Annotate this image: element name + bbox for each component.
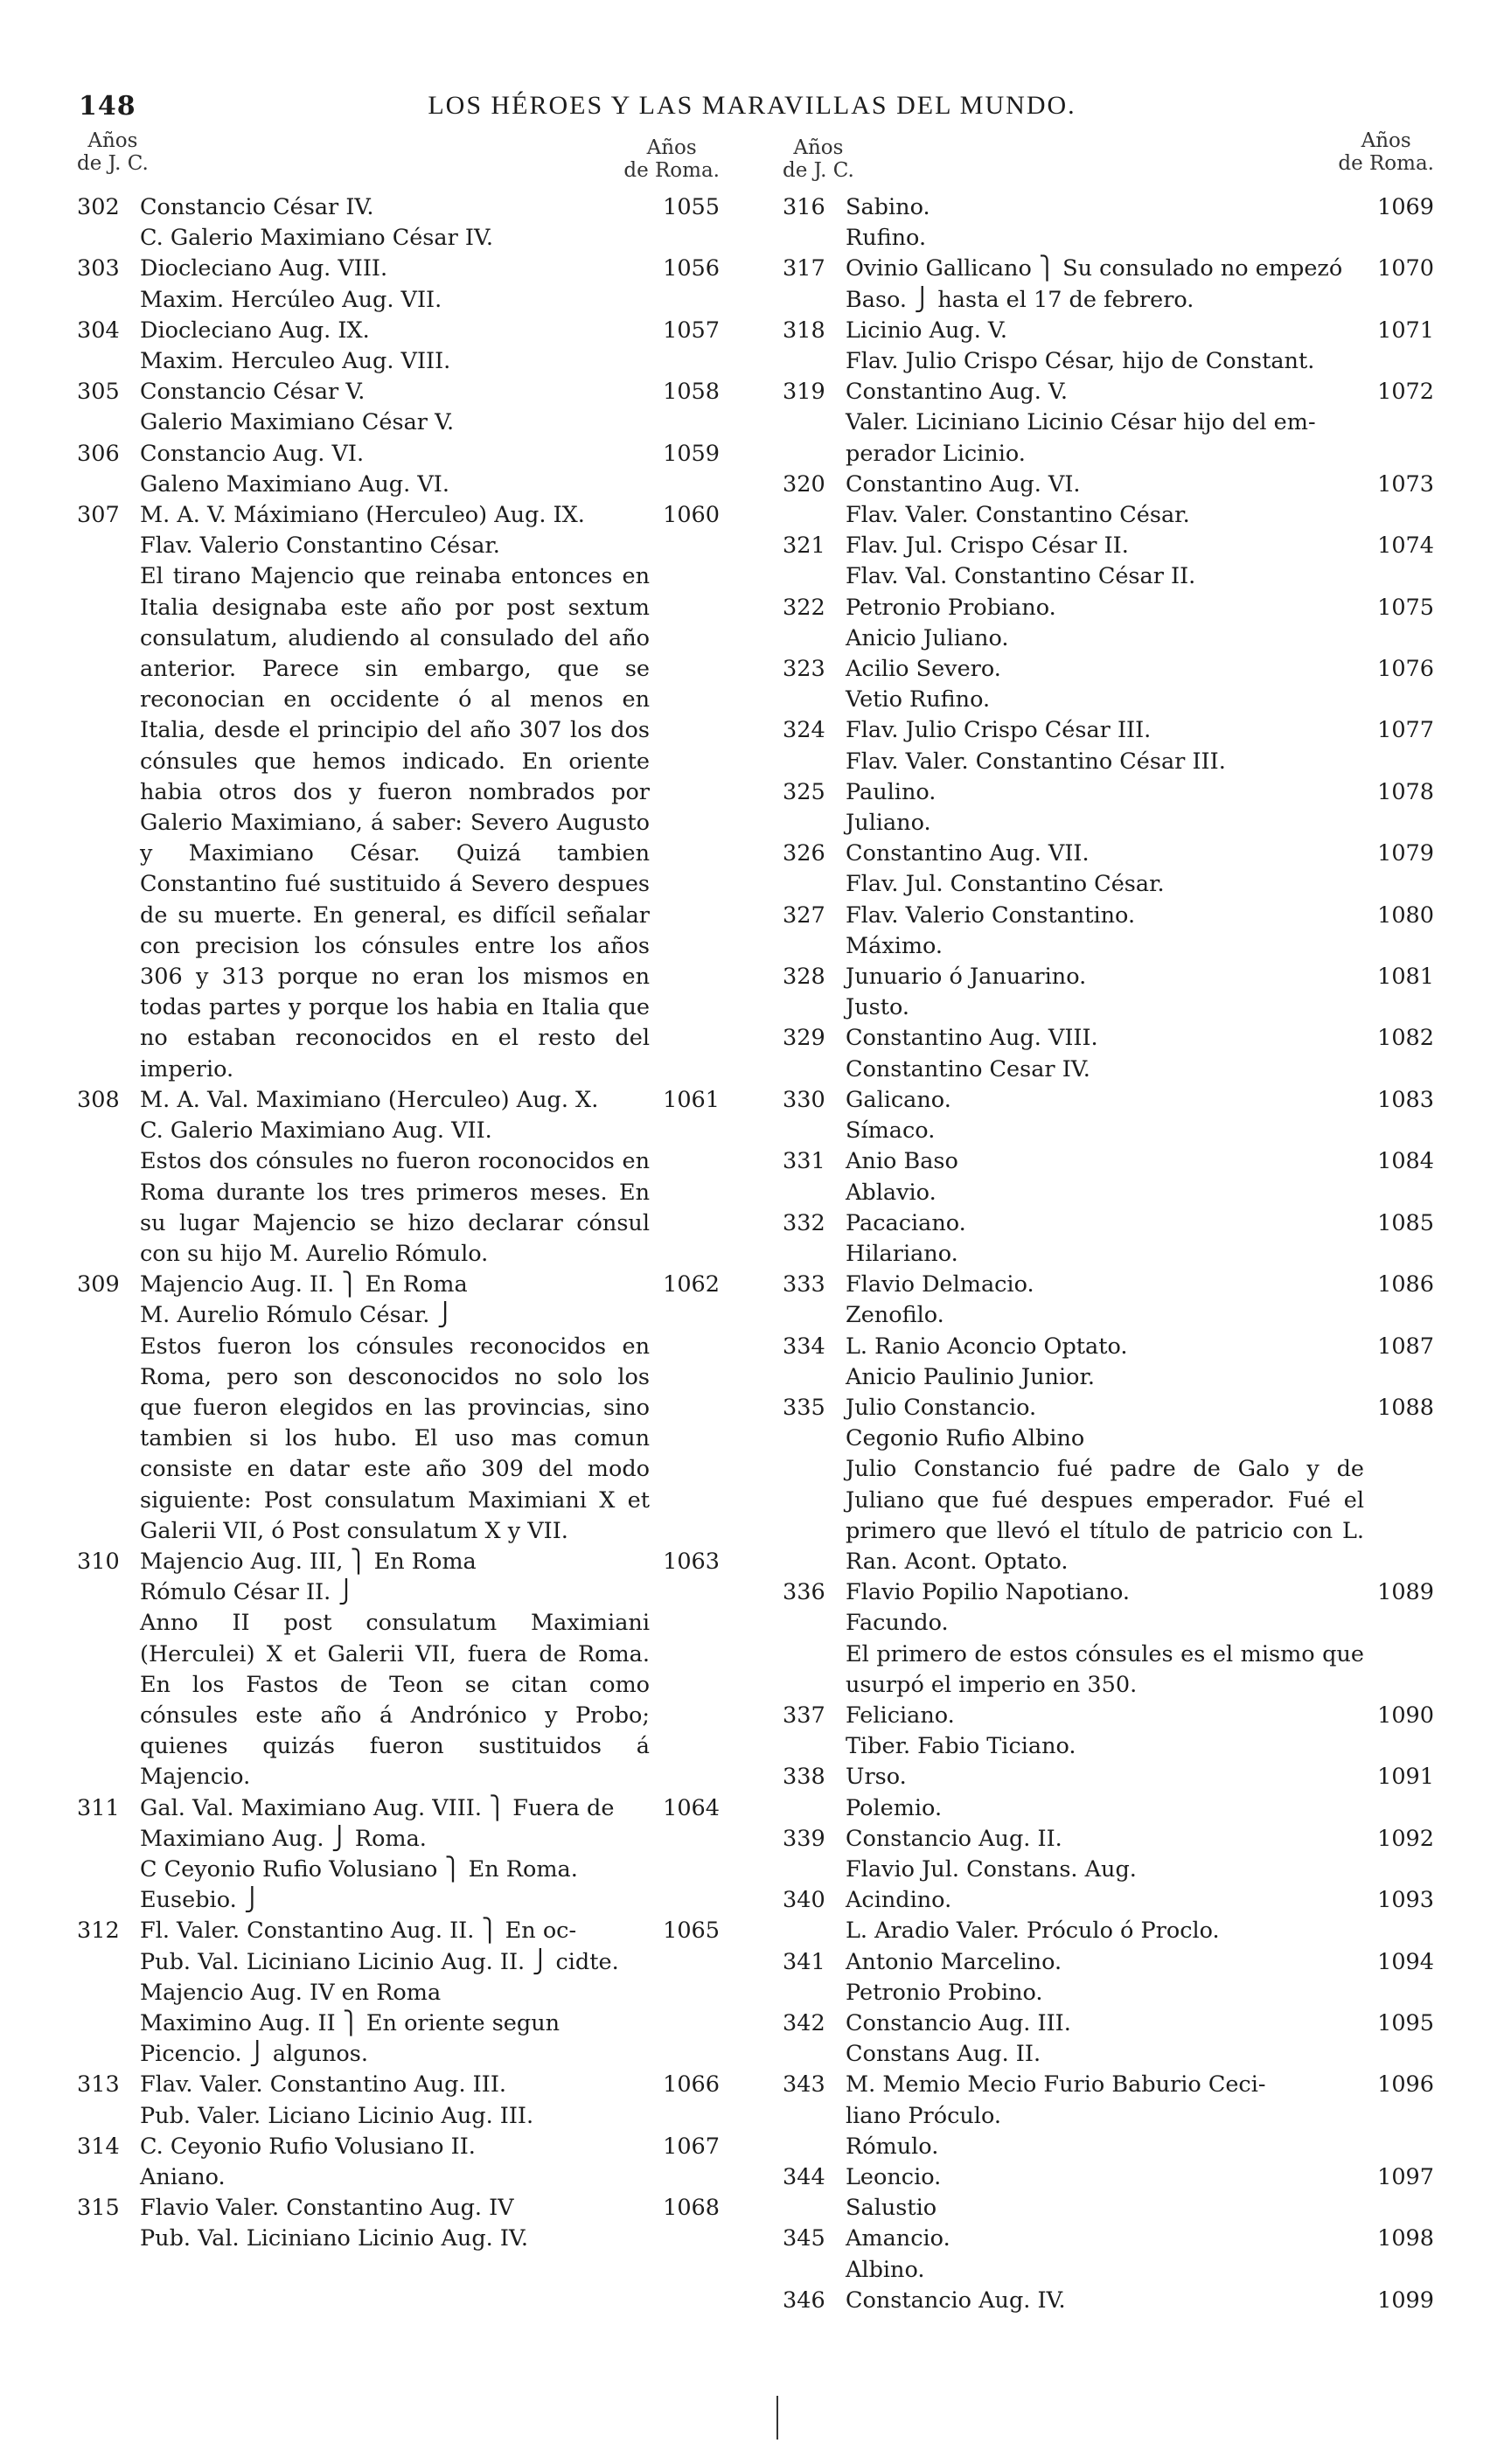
consul-name: Zenofilo.: [846, 1302, 944, 1329]
consul-name: Flav. Julio Crispo César, hijo de Constant.: [846, 348, 1315, 375]
consul-entry: [783, 1270, 1434, 1331]
consul-name: Majencio Aug. IV en Roma: [140, 1979, 442, 2006]
consul-name: Flav. Julio Crispo César III.: [846, 717, 1152, 744]
consul-name: Constancio Aug. VI.: [140, 440, 365, 467]
consul-entry: [783, 1085, 1434, 1146]
consul-name: Constantino Aug. V.: [846, 379, 1068, 406]
consul-name: Justo.: [846, 994, 909, 1021]
year-roma: 1096: [1377, 2071, 1434, 2099]
consul-name: L. Aradio Valer. Próculo ó Proclo.: [846, 1918, 1220, 1945]
consul-name: M. A. Val. Maximiano (Herculeo) Aug. X.: [140, 1086, 599, 1113]
year-jc: 321: [783, 532, 825, 560]
consul-name: Maximino Aug. II ⎫ En oriente segun: [140, 2009, 561, 2036]
year-roma: 1069: [1377, 194, 1434, 220]
consul-entry: [783, 1332, 1434, 1393]
consul-name: Pub. Val. Liciniano Licinio Aug. II. ⎭ cidte.: [140, 1948, 619, 1975]
consul-name: Vetio Rufino.: [846, 686, 991, 713]
consul-entry: [783, 470, 1434, 531]
year-jc: 306: [77, 440, 120, 467]
year-roma: 1099: [1377, 2287, 1434, 2314]
year-roma: 1055: [663, 194, 720, 220]
year-jc: 323: [783, 656, 825, 683]
year-jc: 313: [77, 2071, 120, 2099]
year-jc: 310: [77, 1548, 120, 1575]
consul-name: Fl. Valer. Constantino Aug. II. ⎫ En oc-: [140, 1918, 577, 1945]
consul-entry: [77, 1270, 720, 1547]
years-roma-label: Años de Roma.: [623, 136, 720, 182]
year-jc: 311: [77, 1794, 120, 1821]
consul-name: Símaco.: [846, 1117, 936, 1145]
right-consul-list: [783, 192, 1434, 2316]
year-roma: 1070: [1377, 255, 1434, 282]
consul-entry: [783, 2162, 1434, 2224]
consul-entry: [783, 777, 1434, 839]
consul-name: Majencio Aug. III, ⎫ En Roma: [140, 1548, 477, 1575]
consul-name: Flav. Valer. Constantino César.: [846, 502, 1190, 529]
year-jc: 305: [77, 379, 120, 406]
right-column: [783, 129, 1434, 2316]
consul-note: El primero de estos cónsules es el mismo que usurpó el imperio en 350.: [846, 1640, 1364, 1698]
consul-name: Pacaciano.: [846, 1209, 966, 1236]
year-roma: 1077: [1377, 717, 1434, 744]
consul-name: Polemio.: [846, 1794, 943, 1821]
consul-name: Julio Constancio.: [846, 1394, 1037, 1421]
consul-name: C Ceyonio Rufio Volusiano ⎫ En Roma.: [140, 1855, 578, 1883]
consul-name: Maxim. Hercúleo Aug. VII.: [140, 286, 442, 313]
year-jc: 333: [783, 1271, 825, 1298]
left-consul-list: [77, 192, 720, 2255]
consul-name: Pub. Valer. Liciano Licinio Aug. III.: [140, 2102, 534, 2129]
year-jc: 326: [783, 840, 825, 867]
consul-name: Anio Baso: [846, 1148, 958, 1175]
year-jc: 336: [783, 1579, 825, 1606]
year-roma: 1067: [663, 2133, 720, 2160]
consul-entry: [783, 316, 1434, 377]
consul-name: Flav. Valerio Constantino.: [846, 901, 1136, 929]
consul-name: Licinio Aug. V.: [846, 317, 1007, 344]
consul-entry: [783, 901, 1434, 962]
year-roma: 1094: [1377, 1948, 1434, 1975]
year-jc: 340: [783, 1887, 825, 1914]
consul-entry: [783, 2008, 1434, 2070]
year-jc: 344: [783, 2164, 825, 2190]
year-roma: 1068: [663, 2195, 720, 2222]
consul-name: Diocleciano Aug. IX.: [140, 317, 370, 344]
year-roma: 1091: [1377, 1764, 1434, 1791]
consul-entry: [783, 254, 1434, 315]
consul-name: Aniano.: [140, 2164, 226, 2190]
year-jc: 307: [77, 502, 120, 529]
consul-name: Sabino.: [846, 194, 930, 220]
year-jc: 315: [77, 2195, 120, 2222]
consul-name: Galicano.: [846, 1086, 951, 1113]
year-roma: 1057: [663, 317, 720, 344]
consul-entry: [783, 2224, 1434, 2285]
consul-name: Eusebio. ⎭: [140, 1887, 261, 1914]
year-jc: 339: [783, 1825, 825, 1852]
year-jc: 303: [77, 255, 120, 282]
year-roma: 1083: [1377, 1086, 1434, 1113]
year-jc: 334: [783, 1333, 825, 1360]
year-jc: 318: [783, 317, 825, 344]
consul-name: Maxim. Herculeo Aug. VIII.: [140, 348, 451, 375]
year-roma: 1088: [1377, 1394, 1434, 1421]
consul-name: Ovinio Gallicano ⎫ Su consulado no empezó: [846, 255, 1343, 282]
consul-name: Urso.: [846, 1764, 907, 1791]
consul-entry: [783, 531, 1434, 592]
consul-note: Julio Constancio fué padre de Galo y de Juliano que fué despues emperador. Fué el primero que llevó el título de patricio con L. Ran. Acont. Optato.: [846, 1456, 1364, 1575]
year-roma: 1098: [1377, 2225, 1434, 2252]
years-jc-label: Años de J. C.: [77, 129, 149, 175]
year-roma: 1082: [1377, 1025, 1434, 1052]
page-number: 148: [79, 91, 136, 122]
consul-entry: [783, 1393, 1434, 1577]
left-column: [77, 129, 720, 2255]
consul-name: M. Memio Mecio Furio Baburio Ceci-: [846, 2071, 1266, 2099]
year-roma: 1095: [1377, 2009, 1434, 2036]
year-jc: 332: [783, 1209, 825, 1236]
consul-note: Anno II post consulatum Maximiani (Herculei) X et Galerii VII, fuera de Roma. En los Fastos de Teon se citan como cónsules este año á Andrónico y Probo; quienes quizás fueron sustituidos á Majencio.: [140, 1610, 650, 1791]
consul-note: El tirano Majencio que reinaba entonces en Italia designaba este año por post sextum consulatum, aludiendo al consulado del año anterior. Parece sin embargo, que se reconocian en occidente ó al menos en Italia, desde el principio del año 307 los dos cónsules que hemos indicado. En oriente habia otros dos y fueron nombrados por Galerio Maximiano, á saber: Severo Augusto y Maximiano César. Quizá tambien Constantino fué sustituido á Severo despues de su muerte. En general, es difícil señalar con precision los cónsules entre los años 306 y 313 porque no eran los mismos en todas partes y porque los habia en Italia que no estaban reconocidos en el resto del imperio.: [140, 563, 650, 1082]
year-jc: 309: [77, 1271, 120, 1298]
consul-name: Petronio Probino.: [846, 1979, 1043, 2006]
consul-entry: [783, 2070, 1434, 2162]
consul-entry: [783, 593, 1434, 654]
consul-entry: [77, 377, 720, 438]
consul-name: C. Galerio Maximiano Aug. VII.: [140, 1117, 492, 1145]
consul-entry: [77, 439, 720, 500]
year-jc: 314: [77, 2133, 120, 2160]
year-roma: 1086: [1377, 1271, 1434, 1298]
consul-entry: [77, 2132, 720, 2193]
year-roma: 1062: [663, 1271, 720, 1298]
consul-name: M. Aurelio Rómulo César. ⎭: [140, 1302, 454, 1329]
consul-entry: [77, 2193, 720, 2254]
consul-name: Tiber. Fabio Ticiano.: [846, 1733, 1076, 1760]
consul-entry: [783, 1146, 1434, 1208]
consul-name: Cegonio Rufio Albino: [846, 1425, 1085, 1452]
year-roma: 1093: [1377, 1887, 1434, 1914]
year-roma: 1063: [663, 1548, 720, 1575]
consul-name: Juliano.: [846, 810, 931, 837]
year-jc: 341: [783, 1948, 825, 1975]
consul-entry: [77, 2070, 720, 2131]
consul-name: Ablavio.: [846, 1179, 937, 1206]
year-roma: 1079: [1377, 840, 1434, 867]
year-roma: 1065: [663, 1918, 720, 1945]
consul-name: Constans Aug. II.: [846, 2041, 1041, 2068]
consul-entry: [783, 1824, 1434, 1885]
year-roma: 1060: [663, 502, 720, 529]
consul-entry: [77, 500, 720, 1085]
year-jc: 342: [783, 2009, 825, 2036]
year-jc: 302: [77, 194, 120, 220]
consul-name: Picencio. ⎭ algunos.: [140, 2041, 368, 2068]
year-jc: 308: [77, 1086, 120, 1113]
year-roma: 1092: [1377, 1825, 1434, 1852]
year-jc: 304: [77, 317, 120, 344]
consul-name: perador Licinio.: [846, 440, 1026, 467]
consul-entry: [783, 1577, 1434, 1701]
year-roma: 1080: [1377, 901, 1434, 929]
consul-name: Valer. Liciniano Licinio César hijo del em-: [846, 409, 1316, 436]
consul-entry: [783, 1701, 1434, 1762]
consul-name: liano Próculo.: [846, 2102, 1001, 2129]
year-roma: 1089: [1377, 1579, 1434, 1606]
consul-name: Acindino.: [846, 1887, 952, 1914]
consul-name: Constantino Aug. VIII.: [846, 1025, 1098, 1052]
year-roma: 1058: [663, 379, 720, 406]
consul-entry: [783, 654, 1434, 715]
consul-entry: [783, 1023, 1434, 1084]
right-column-header: [783, 129, 1434, 192]
consul-entry: [77, 1793, 720, 1917]
consul-name: Rómulo.: [846, 2133, 939, 2160]
consul-name: C. Ceyonio Rufio Volusiano II.: [140, 2133, 476, 2160]
consul-note: Estos dos cónsules no fueron roconocidos en Roma durante los tres primeros meses. En su lugar Majencio se hizo declarar cónsul con su hijo M. Aurelio Rómulo.: [140, 1148, 650, 1267]
year-jc: 324: [783, 717, 825, 744]
consul-name: Junuario ó Januarino.: [846, 964, 1087, 991]
running-title: LOS HÉROES Y LAS MARAVILLAS DEL MUNDO.: [428, 91, 1076, 120]
consul-name: Flav. Valer. Constantino César III.: [846, 748, 1226, 775]
years-roma-label: Años de Roma.: [1338, 129, 1434, 175]
consul-name: Constantino Aug. VII.: [846, 840, 1090, 867]
consul-name: Constancio César V.: [140, 379, 366, 406]
consul-name: Maximiano Aug. ⎭ Roma.: [140, 1825, 427, 1852]
consul-name: Hilariano.: [846, 1240, 958, 1267]
consul-name: Flav. Valer. Constantino Aug. III.: [140, 2071, 506, 2099]
consul-name: Leoncio.: [846, 2164, 942, 2190]
year-roma: 1071: [1377, 317, 1434, 344]
year-jc: 322: [783, 594, 825, 621]
consul-name: Facundo.: [846, 1610, 949, 1637]
year-jc: 316: [783, 194, 825, 220]
year-roma: 1073: [1377, 470, 1434, 498]
consul-name: Petronio Probiano.: [846, 594, 1056, 621]
consul-entry: [783, 1885, 1434, 1946]
year-roma: 1076: [1377, 656, 1434, 683]
consul-name: Galeno Maximiano Aug. VI.: [140, 470, 449, 498]
consul-name: Rufino.: [846, 225, 927, 252]
year-jc: 338: [783, 1764, 825, 1791]
consul-entry: [783, 1947, 1434, 2008]
year-roma: 1075: [1377, 594, 1434, 621]
consul-name: Paulino.: [846, 778, 937, 805]
consul-name: Constantino Cesar IV.: [846, 1055, 1090, 1082]
year-roma: 1059: [663, 440, 720, 467]
year-jc: 312: [77, 1918, 120, 1945]
consul-entry: [77, 1547, 720, 1793]
consul-entry: [77, 1085, 720, 1270]
consul-name: Salustio: [846, 2195, 937, 2222]
consul-name: C. Galerio Maximiano César IV.: [140, 225, 494, 252]
consul-name: Majencio Aug. II. ⎫ En Roma: [140, 1271, 468, 1298]
year-jc: 345: [783, 2225, 825, 2252]
year-jc: 331: [783, 1148, 825, 1175]
consul-entry: [783, 962, 1434, 1023]
consul-name: Baso. ⎭ hasta el 17 de febrero.: [846, 286, 1194, 313]
consul-name: Flavio Popilio Napotiano.: [846, 1579, 1131, 1606]
year-jc: 317: [783, 255, 825, 282]
year-roma: 1064: [663, 1794, 720, 1821]
consul-name: Gal. Val. Maximiano Aug. VIII. ⎫ Fuera de: [140, 1794, 615, 1821]
consul-note: Estos fueron los cónsules reconocidos en Roma, pero son desconocidos no solo los que fueron elegidos en las provincias, sino tambien si los hubo. El uso mas comun consiste en datar este año 309 del modo siguiente: Post consulatum Maximiani X et Galerii VII, ó Post consulatum X y VII.: [140, 1333, 650, 1544]
column-divider: [776, 2396, 778, 2440]
year-jc: 320: [783, 470, 825, 498]
consul-name: Flav. Val. Constantino César II.: [846, 563, 1196, 590]
consul-name: Anicio Paulinio Junior.: [846, 1363, 1095, 1390]
year-roma: 1081: [1377, 964, 1434, 991]
consul-entry: [783, 1762, 1434, 1823]
consul-name: Flav. Valerio Constantino César.: [140, 532, 500, 560]
consul-name: Máximo.: [846, 932, 943, 959]
consul-name: Constancio César IV.: [140, 194, 374, 220]
consul-name: Constantino Aug. VI.: [846, 470, 1081, 498]
consul-name: Constancio Aug. IV.: [846, 2287, 1066, 2314]
consul-name: Galerio Maximiano César V.: [140, 409, 455, 436]
consul-entry: [783, 192, 1434, 254]
year-roma: 1074: [1377, 532, 1434, 560]
consul-name: M. A. V. Máximiano (Herculeo) Aug. IX.: [140, 502, 585, 529]
consul-name: Albino.: [846, 2256, 925, 2283]
consul-name: Constancio Aug. III.: [846, 2009, 1071, 2036]
consul-name: Diocleciano Aug. VIII.: [140, 255, 388, 282]
consul-name: Feliciano.: [846, 1702, 955, 1729]
year-jc: 330: [783, 1086, 825, 1113]
consul-name: Constancio Aug. II.: [846, 1825, 1062, 1852]
year-jc: 319: [783, 379, 825, 406]
year-roma: 1061: [663, 1086, 720, 1113]
consul-entry: [783, 2286, 1434, 2316]
year-jc: 343: [783, 2071, 825, 2099]
consul-entry: [77, 254, 720, 315]
year-jc: 335: [783, 1394, 825, 1421]
consul-entry: [783, 839, 1434, 900]
year-roma: 1078: [1377, 778, 1434, 805]
year-roma: 1084: [1377, 1148, 1434, 1175]
year-roma: 1072: [1377, 379, 1434, 406]
year-jc: 329: [783, 1025, 825, 1052]
consul-entry: [783, 377, 1434, 470]
year-jc: 327: [783, 901, 825, 929]
consul-name: Flav. Jul. Crispo César II.: [846, 532, 1129, 560]
year-jc: 328: [783, 964, 825, 991]
year-roma: 1056: [663, 255, 720, 282]
year-roma: 1066: [663, 2071, 720, 2099]
year-roma: 1090: [1377, 1702, 1434, 1729]
consul-entry: [77, 1916, 720, 2070]
year-roma: 1085: [1377, 1209, 1434, 1236]
consul-name: L. Ranio Aconcio Optato.: [846, 1333, 1128, 1360]
consul-entry: [77, 316, 720, 377]
consul-name: Flav. Jul. Constantino César.: [846, 871, 1165, 898]
consul-name: Pub. Val. Liciniano Licinio Aug. IV.: [140, 2225, 529, 2252]
consul-name: Acilio Severo.: [846, 656, 1001, 683]
consul-name: Flavio Jul. Constans. Aug.: [846, 1855, 1137, 1883]
year-jc: 337: [783, 1702, 825, 1729]
consul-entry: [783, 715, 1434, 776]
consul-entry: [783, 1208, 1434, 1270]
consul-name: Rómulo César II. ⎭: [140, 1579, 355, 1606]
years-jc-label: Años de J. C.: [783, 136, 854, 182]
year-jc: 325: [783, 778, 825, 805]
left-column-header: [77, 129, 720, 192]
consul-name: Amancio.: [846, 2225, 950, 2252]
consul-entry: [77, 192, 720, 254]
year-roma: 1097: [1377, 2164, 1434, 2190]
year-jc: 346: [783, 2287, 825, 2314]
year-roma: 1087: [1377, 1333, 1434, 1360]
consul-name: Flavio Valer. Constantino Aug. IV: [140, 2195, 514, 2222]
consul-name: Flavio Delmacio.: [846, 1271, 1034, 1298]
consul-name: Antonio Marcelino.: [846, 1948, 1062, 1975]
consul-name: Anicio Juliano.: [846, 624, 1009, 651]
